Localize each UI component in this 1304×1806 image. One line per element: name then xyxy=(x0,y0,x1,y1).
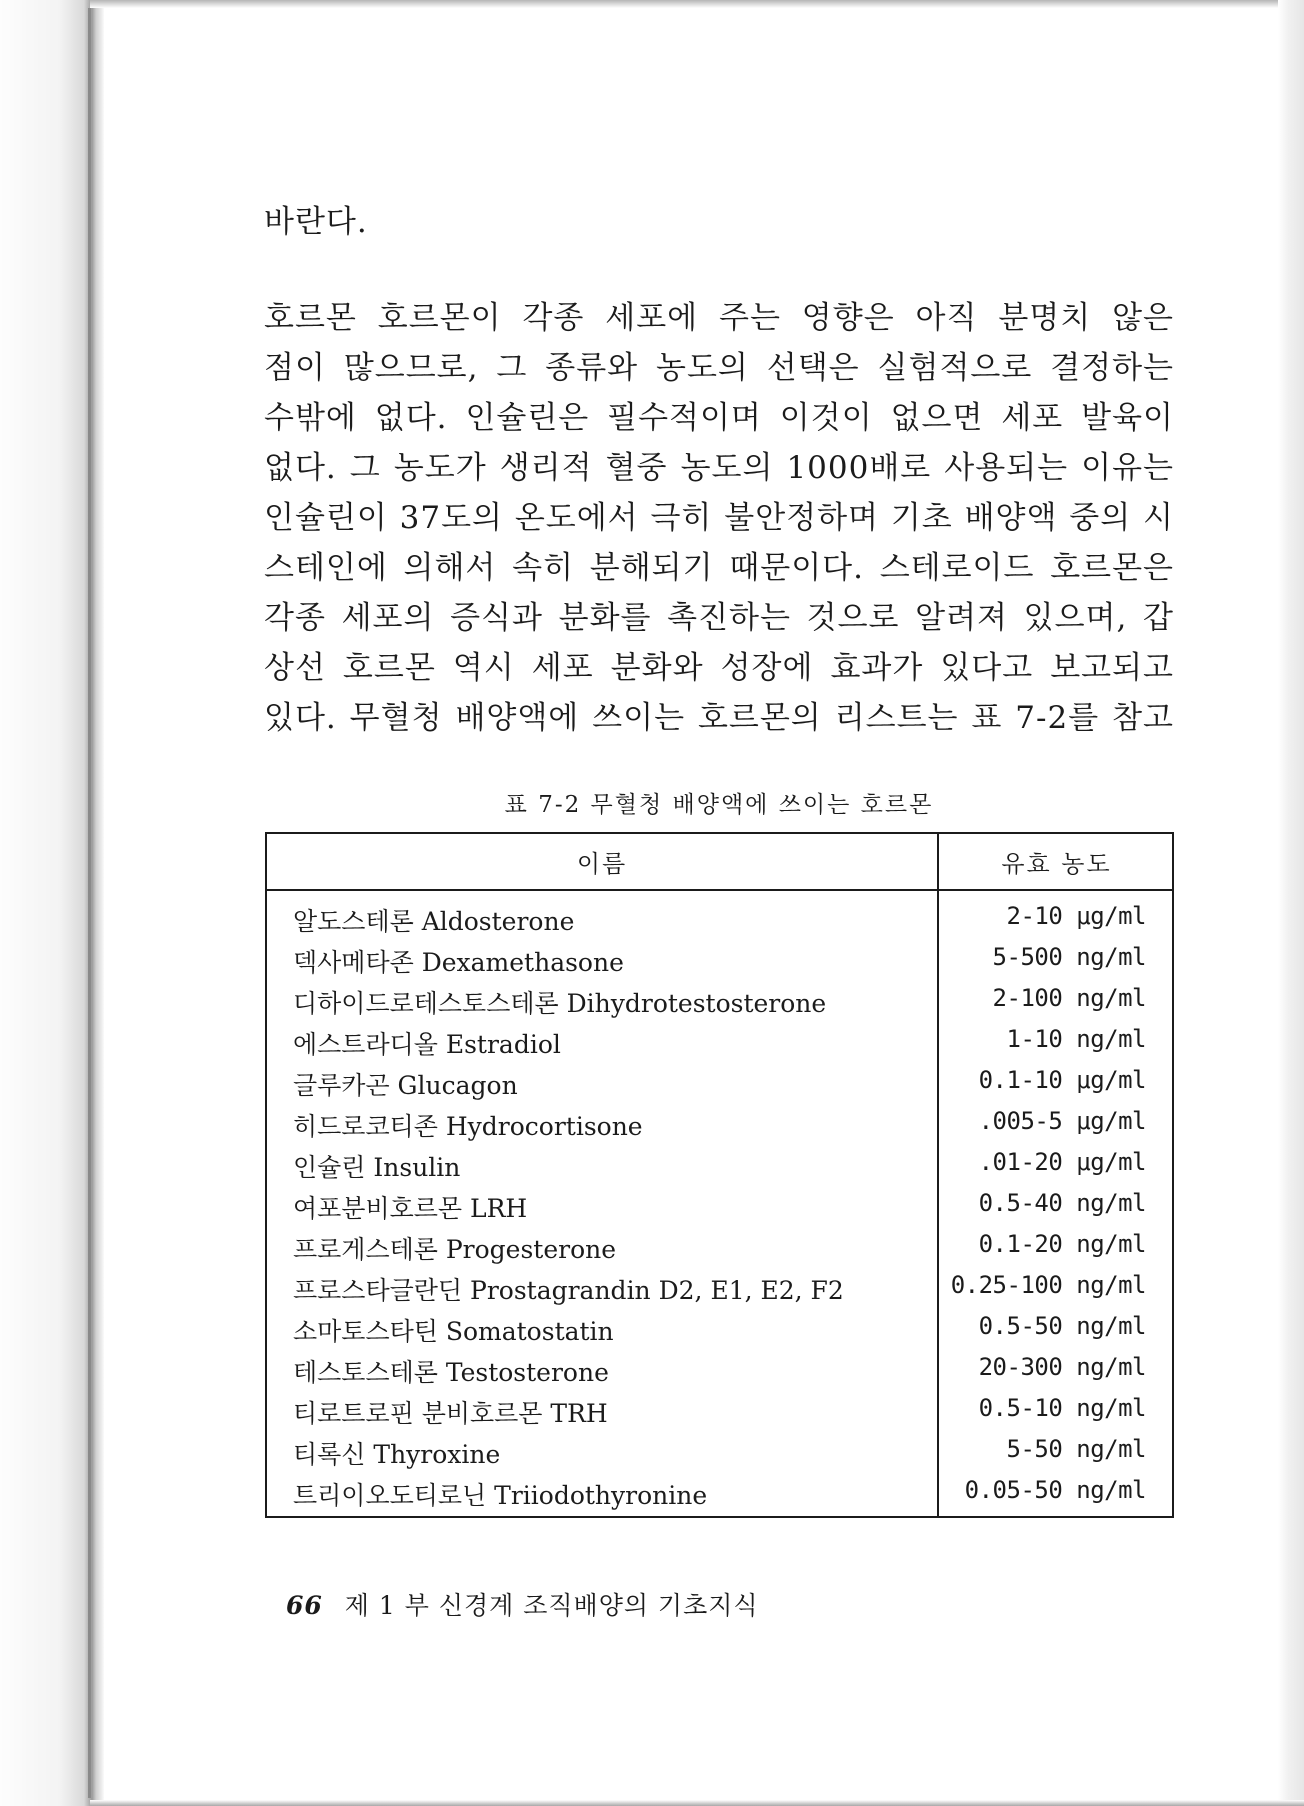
effective-concentration: 0.25-100 ng/ml xyxy=(950,1271,1146,1299)
hormone-name: 인슐린 Insulin xyxy=(293,1153,461,1182)
effective-concentration: 0.5-10 ng/ml xyxy=(978,1394,1146,1422)
effective-concentration: 2-10 μg/ml xyxy=(1006,902,1146,930)
effective-concentration: 20-300 ng/ml xyxy=(978,1353,1146,1381)
page-number: 66 xyxy=(286,1591,323,1620)
table-caption: 표 7-2 무혈청 배양액에 쓰이는 호르몬 xyxy=(504,792,934,818)
effective-concentration: 0.5-40 ng/ml xyxy=(978,1189,1146,1217)
effective-concentration: 0.1-10 μg/ml xyxy=(978,1066,1146,1094)
hormone-name: 트리이오도티로닌 Triiodothyronine xyxy=(293,1481,708,1510)
table-row xyxy=(267,1107,1172,1148)
hormone-name: 여포분비호르몬 LRH xyxy=(293,1194,528,1223)
table-row xyxy=(267,1148,1172,1189)
body-line: 수밖에 없다. 인슐린은 필수적이며 이것이 없으면 세포 발육이 xyxy=(264,400,1174,436)
hormone-table xyxy=(265,832,1174,1518)
page-right-edge xyxy=(1278,0,1304,1806)
header-name: 이름 xyxy=(576,850,628,878)
body-line: 점이 많으므로, 그 종류와 농도의 선택은 실험적으로 결정하는 xyxy=(264,350,1174,386)
effective-concentration: 0.05-50 ng/ml xyxy=(964,1476,1146,1504)
effective-concentration: 2-100 ng/ml xyxy=(992,984,1146,1012)
table-row xyxy=(267,1353,1172,1394)
paragraph-end-text: 바란다. xyxy=(264,204,368,240)
effective-concentration: 5-50 ng/ml xyxy=(1006,1435,1146,1463)
body-line: 호르몬 호르몬이 각종 세포에 주는 영향은 아직 분명치 않은 xyxy=(264,300,1174,336)
hormone-name: 소마토스타틴 Somatostatin xyxy=(293,1317,614,1346)
body-line: 상선 호르몬 역시 세포 분화와 성장에 효과가 있다고 보고되고 xyxy=(264,650,1174,686)
hormone-name: 티록신 Thyroxine xyxy=(293,1440,501,1469)
hormone-name: 디하이드로테스토스테론 Dihydrotestosterone xyxy=(293,989,827,1018)
table-row xyxy=(267,1189,1172,1230)
body-line: 각종 세포의 증식과 분화를 촉진하는 것으로 알려져 있으며, 갑 xyxy=(264,600,1174,636)
table-row xyxy=(267,943,1172,984)
page-binding-line xyxy=(88,8,91,1798)
effective-concentration: .005-5 μg/ml xyxy=(978,1107,1146,1135)
hormone-name: 알도스테론 Aldosterone xyxy=(293,907,575,936)
hormone-name: 프로스타글란딘 Prostagrandin D2, E1, E2, F2 xyxy=(293,1276,844,1305)
hormone-name: 테스토스테론 Testosterone xyxy=(293,1358,609,1387)
body-line: 있다. 무혈청 배양액에 쓰이는 호르몬의 리스트는 표 7-2를 참고 xyxy=(264,700,1174,736)
hormone-name: 히드로코티존 Hydrocortisone xyxy=(293,1112,643,1141)
table-row xyxy=(267,1066,1172,1107)
table-row xyxy=(267,984,1172,1025)
hormone-name: 티로트로핀 분비호르몬 TRH xyxy=(293,1399,608,1428)
page-top-edge xyxy=(90,0,1304,8)
table-row xyxy=(267,902,1172,943)
hormone-name: 글루카곤 Glucagon xyxy=(293,1071,518,1100)
page-bottom-edge xyxy=(90,1800,1304,1806)
effective-concentration: 0.5-50 ng/ml xyxy=(978,1312,1146,1340)
body-line: 스테인에 의해서 속히 분해되기 때문이다. 스테로이드 호르몬은 xyxy=(264,550,1174,586)
table-row xyxy=(267,1394,1172,1435)
header-concentration: 유효 농도 xyxy=(1001,850,1112,878)
effective-concentration: 1-10 ng/ml xyxy=(1006,1025,1146,1053)
hormone-name: 에스트라디올 Estradiol xyxy=(293,1030,561,1059)
table-row xyxy=(267,1025,1172,1066)
table-row xyxy=(267,1312,1172,1353)
body-line: 인슐린이 37도의 온도에서 극히 불안정하며 기초 배양액 중의 시 xyxy=(264,500,1174,536)
table-row xyxy=(267,1271,1172,1312)
hormone-name: 프로게스테론 Progesterone xyxy=(293,1235,617,1264)
effective-concentration: 0.1-20 ng/ml xyxy=(978,1230,1146,1258)
page-footer xyxy=(286,1586,759,1622)
table-row xyxy=(267,1435,1172,1476)
table-row xyxy=(267,1476,1172,1517)
table-row xyxy=(267,1230,1172,1271)
table-header-divider xyxy=(267,889,1172,891)
section-title: 제 1 부 신경계 조직배양의 기초지식 xyxy=(344,1591,759,1620)
effective-concentration: 5-500 ng/ml xyxy=(992,943,1146,971)
effective-concentration: .01-20 μg/ml xyxy=(978,1148,1146,1176)
body-line: 없다. 그 농도가 생리적 혈중 농도의 1000배로 사용되는 이유는 xyxy=(264,450,1174,486)
hormone-name: 덱사메타존 Dexamethasone xyxy=(293,948,624,977)
